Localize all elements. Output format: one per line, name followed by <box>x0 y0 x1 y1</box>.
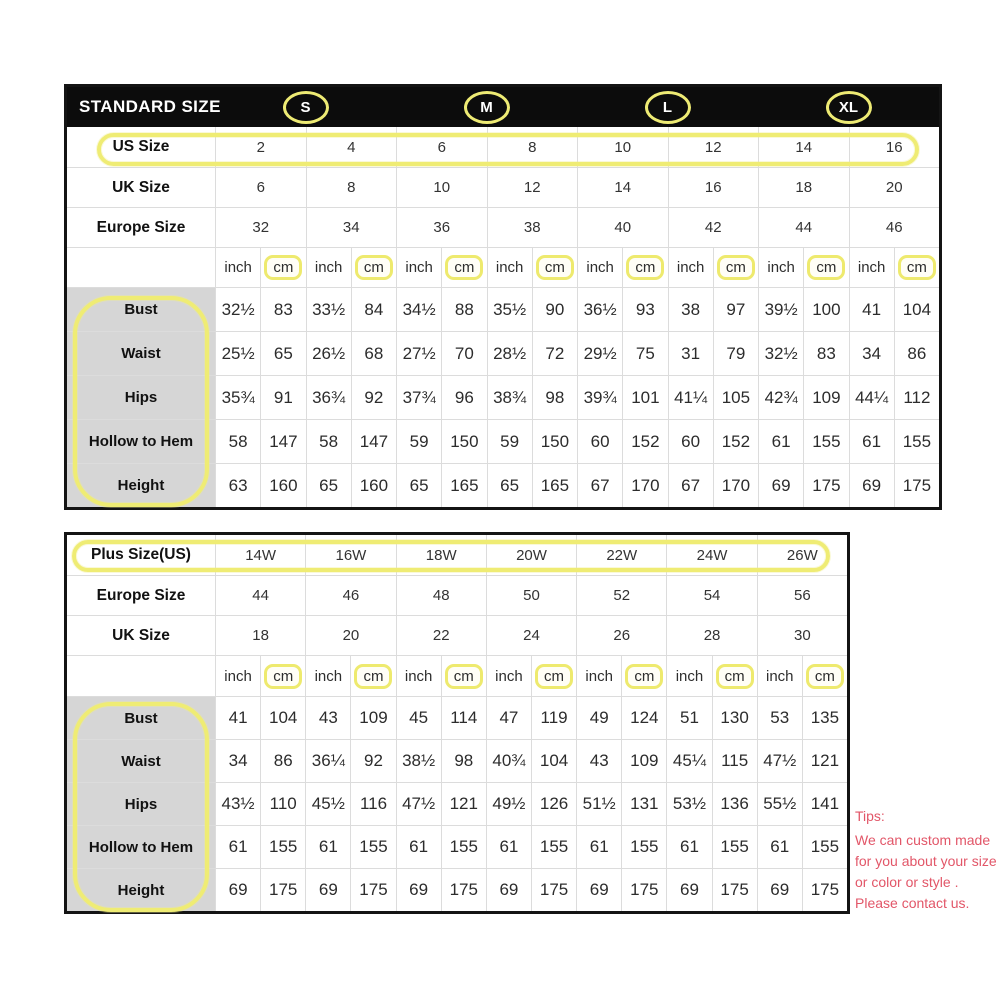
cm-header <box>441 656 486 696</box>
measurement-value: 29½ <box>577 332 622 375</box>
inch-header: inch <box>486 656 531 696</box>
size-value: 36 <box>396 208 487 247</box>
tips-line: or color or style . <box>855 874 959 890</box>
measurement-value: 86 <box>894 332 939 375</box>
measurement-value: 69 <box>396 869 441 911</box>
measurement-value: 98 <box>532 376 577 419</box>
measurement-value: 69 <box>486 869 531 911</box>
measurement-value: 115 <box>712 740 757 782</box>
tips-title: Tips: <box>855 808 885 824</box>
measurement-value: 155 <box>894 420 939 463</box>
measurement-value: 101 <box>622 376 667 419</box>
row-uk-size <box>67 615 847 655</box>
size-value: 46 <box>305 576 395 615</box>
measurement-value: 69 <box>215 869 260 911</box>
measurement-value: 69 <box>758 464 803 507</box>
row-label-europe-size: Europe Size <box>96 586 186 604</box>
measurement-value: 175 <box>621 869 666 911</box>
size-value: 12 <box>668 127 759 167</box>
measurement-value: 175 <box>802 869 847 911</box>
size-value: 32 <box>215 208 306 247</box>
size-value: 24W <box>666 535 756 575</box>
measurement-value: 90 <box>532 288 577 331</box>
measurement-value: 26½ <box>306 332 351 375</box>
measurement-value: 43½ <box>215 783 260 825</box>
plus-size-table <box>64 532 850 914</box>
cm-header <box>712 656 757 696</box>
measurement-value: 61 <box>576 826 621 868</box>
measurement-value: 92 <box>350 740 395 782</box>
measurement-value: 61 <box>305 826 350 868</box>
cm-header <box>622 248 667 287</box>
measurement-value: 135 <box>802 697 847 739</box>
cm-highlight-box: cm <box>354 664 392 689</box>
cm-highlight-box: cm <box>626 255 664 280</box>
row-waist <box>67 331 939 375</box>
row-us-size <box>67 127 939 167</box>
size-value: 26W <box>757 535 847 575</box>
size-value: 12 <box>487 168 578 207</box>
cm-highlight-box: cm <box>264 255 302 280</box>
measurement-value: 58 <box>215 420 260 463</box>
measurement-value: 39½ <box>758 288 803 331</box>
size-value: 24 <box>486 616 576 655</box>
measurement-value: 65 <box>487 464 532 507</box>
measurement-value: 155 <box>350 826 395 868</box>
measurement-value: 170 <box>713 464 758 507</box>
cm-header <box>260 656 305 696</box>
measurement-value: 27½ <box>396 332 441 375</box>
size-value: 16 <box>849 127 940 167</box>
measurement-value: 96 <box>441 376 486 419</box>
measurement-value: 38¾ <box>487 376 532 419</box>
measurement-label-waist: Waist <box>67 332 215 375</box>
measurement-value: 39¾ <box>577 376 622 419</box>
unit-row-spacer <box>67 248 215 287</box>
row-bust <box>67 696 847 739</box>
measurement-value: 150 <box>441 420 486 463</box>
measurement-value: 53½ <box>666 783 711 825</box>
row-hollow-to-hem <box>67 825 847 868</box>
inch-header: inch <box>757 656 802 696</box>
size-badge-s: S <box>283 91 329 124</box>
measurement-value: 119 <box>531 697 576 739</box>
measurement-value: 175 <box>712 869 757 911</box>
measurement-value: 53 <box>757 697 802 739</box>
measurement-value: 109 <box>350 697 395 739</box>
measurement-value: 47 <box>486 697 531 739</box>
measurement-value: 32½ <box>758 332 803 375</box>
measurement-value: 175 <box>350 869 395 911</box>
tips-line: for you about your size <box>855 853 997 869</box>
measurement-value: 104 <box>894 288 939 331</box>
measurement-value: 41¼ <box>668 376 713 419</box>
size-value: 14W <box>215 535 305 575</box>
size-group-badges <box>215 87 939 127</box>
measurement-value: 43 <box>305 697 350 739</box>
row-hollow-to-hem <box>67 419 939 463</box>
cm-highlight-box: cm <box>716 664 754 689</box>
size-value: 44 <box>215 576 305 615</box>
measurement-label-waist: Waist <box>67 740 215 782</box>
row-label-plus-size-us: Plus Size(US) <box>91 546 191 563</box>
measurement-value: 31 <box>668 332 713 375</box>
measurement-value: 60 <box>577 420 622 463</box>
size-value: 2 <box>215 127 306 167</box>
measurement-value: 69 <box>849 464 894 507</box>
measurement-value: 165 <box>532 464 577 507</box>
size-badge-xl: XL <box>826 91 872 124</box>
measurement-value: 100 <box>803 288 848 331</box>
measurement-value: 51½ <box>576 783 621 825</box>
inch-header: inch <box>396 248 441 287</box>
measurement-value: 55½ <box>757 783 802 825</box>
measurement-value: 65 <box>306 464 351 507</box>
measurement-value: 25½ <box>215 332 260 375</box>
standard-size-table <box>64 84 942 510</box>
measurement-value: 36¾ <box>306 376 351 419</box>
measurement-value: 61 <box>849 420 894 463</box>
size-value: 6 <box>396 127 487 167</box>
row-height <box>67 463 939 507</box>
measurement-value: 35¾ <box>215 376 260 419</box>
measurement-value: 170 <box>622 464 667 507</box>
cm-highlight-box: cm <box>806 664 844 689</box>
measurement-label-bust: Bust <box>67 697 215 739</box>
measurement-value: 32½ <box>215 288 260 331</box>
size-value: 16W <box>305 535 395 575</box>
size-value: 6 <box>215 168 306 207</box>
measurement-value: 160 <box>260 464 305 507</box>
size-value: 18 <box>215 616 305 655</box>
size-value: 52 <box>576 576 666 615</box>
measurement-value: 42¾ <box>758 376 803 419</box>
measurement-value: 38 <box>668 288 713 331</box>
size-badge-m: M <box>464 91 510 124</box>
measurement-value: 86 <box>260 740 305 782</box>
measurement-value: 136 <box>712 783 757 825</box>
measurement-value: 155 <box>441 826 486 868</box>
cm-header <box>713 248 758 287</box>
measurement-value: 124 <box>621 697 666 739</box>
measurement-value: 91 <box>260 376 305 419</box>
measurement-label-height: Height <box>67 869 215 911</box>
measurement-value: 51 <box>666 697 711 739</box>
row-label-uk-size: UK Size <box>112 178 170 196</box>
measurement-value: 121 <box>802 740 847 782</box>
measurement-value: 155 <box>802 826 847 868</box>
cm-highlight-box: cm <box>625 664 663 689</box>
measurement-value: 35½ <box>487 288 532 331</box>
standard-size-title: STANDARD SIZE <box>79 97 221 116</box>
measurement-value: 83 <box>260 288 305 331</box>
cm-header <box>531 656 576 696</box>
measurement-value: 72 <box>532 332 577 375</box>
measurement-value: 38½ <box>396 740 441 782</box>
row-height <box>67 868 847 911</box>
size-value: 8 <box>487 127 578 167</box>
size-value: 30 <box>757 616 847 655</box>
size-value: 10 <box>396 168 487 207</box>
measurement-value: 43 <box>576 740 621 782</box>
measurement-value: 75 <box>622 332 667 375</box>
measurement-value: 34 <box>849 332 894 375</box>
cm-highlight-box: cm <box>536 255 574 280</box>
measurement-value: 175 <box>803 464 848 507</box>
row-bust <box>67 287 939 331</box>
measurement-value: 34 <box>215 740 260 782</box>
measurement-value: 150 <box>532 420 577 463</box>
measurement-value: 155 <box>260 826 305 868</box>
measurement-value: 110 <box>260 783 305 825</box>
tips-line: We can custom made <box>855 832 991 848</box>
size-value: 48 <box>396 576 486 615</box>
measurement-value: 37¾ <box>396 376 441 419</box>
size-value: 20W <box>486 535 576 575</box>
standard-size-table-body <box>67 127 939 507</box>
cm-header <box>803 248 848 287</box>
size-value: 10 <box>577 127 668 167</box>
cm-highlight-box: cm <box>355 255 393 280</box>
measurement-value: 83 <box>803 332 848 375</box>
measurement-value: 45 <box>396 697 441 739</box>
size-group-l <box>577 87 758 127</box>
measurement-value: 116 <box>350 783 395 825</box>
size-value: 14 <box>577 168 668 207</box>
measurement-value: 49 <box>576 697 621 739</box>
measurement-value: 59 <box>487 420 532 463</box>
measurement-value: 60 <box>668 420 713 463</box>
measurement-value: 69 <box>305 869 350 911</box>
size-value: 22W <box>576 535 666 575</box>
size-value: 46 <box>849 208 940 247</box>
inch-header: inch <box>305 656 350 696</box>
inch-header: inch <box>758 248 803 287</box>
measurement-value: 36½ <box>577 288 622 331</box>
measurement-value: 67 <box>668 464 713 507</box>
cm-header <box>532 248 577 287</box>
measurement-value: 130 <box>712 697 757 739</box>
cm-header <box>260 248 305 287</box>
cm-header <box>441 248 486 287</box>
inch-header: inch <box>215 248 260 287</box>
row-hips <box>67 782 847 825</box>
measurement-value: 109 <box>803 376 848 419</box>
inch-header: inch <box>577 248 622 287</box>
measurement-value: 61 <box>758 420 803 463</box>
size-value: 44 <box>758 208 849 247</box>
inch-header: inch <box>668 248 713 287</box>
measurement-value: 126 <box>531 783 576 825</box>
size-value: 28 <box>666 616 756 655</box>
size-value: 20 <box>305 616 395 655</box>
size-value: 38 <box>487 208 578 247</box>
measurement-value: 175 <box>894 464 939 507</box>
measurement-value: 92 <box>351 376 396 419</box>
row-uk-size <box>67 167 939 207</box>
measurement-value: 69 <box>666 869 711 911</box>
measurement-label-hollow-to-hem: Hollow to Hem <box>67 826 215 868</box>
measurement-value: 61 <box>666 826 711 868</box>
measurement-value: 41 <box>215 697 260 739</box>
measurement-value: 93 <box>622 288 667 331</box>
cm-header <box>894 248 939 287</box>
size-badge-l: L <box>645 91 691 124</box>
size-value: 18W <box>396 535 486 575</box>
size-value: 8 <box>306 168 397 207</box>
measurement-value: 121 <box>441 783 486 825</box>
plus-size-table-body <box>67 535 847 911</box>
inch-header: inch <box>306 248 351 287</box>
measurement-value: 49½ <box>486 783 531 825</box>
inch-header: inch <box>576 656 621 696</box>
size-group-xl <box>758 87 939 127</box>
inch-header: inch <box>849 248 894 287</box>
measurement-value: 155 <box>712 826 757 868</box>
row-waist <box>67 739 847 782</box>
size-value: 4 <box>306 127 397 167</box>
measurement-value: 160 <box>351 464 396 507</box>
measurement-value: 109 <box>621 740 666 782</box>
inch-header: inch <box>396 656 441 696</box>
measurement-value: 104 <box>260 697 305 739</box>
measurement-label-hollow-to-hem: Hollow to Hem <box>67 420 215 463</box>
row-label-uk-size: UK Size <box>112 626 170 644</box>
measurement-value: 152 <box>622 420 667 463</box>
measurement-value: 63 <box>215 464 260 507</box>
row-label-europe-size: Europe Size <box>96 218 186 236</box>
measurement-value: 147 <box>260 420 305 463</box>
size-value: 22 <box>396 616 486 655</box>
cm-highlight-box: cm <box>898 255 936 280</box>
row-plus-size-us <box>67 535 847 575</box>
measurement-value: 97 <box>713 288 758 331</box>
measurement-value: 152 <box>713 420 758 463</box>
size-group-m <box>396 87 577 127</box>
measurement-value: 88 <box>441 288 486 331</box>
measurement-value: 69 <box>576 869 621 911</box>
inch-header: inch <box>666 656 711 696</box>
measurement-value: 47½ <box>396 783 441 825</box>
measurement-value: 45½ <box>305 783 350 825</box>
cm-highlight-box: cm <box>445 664 483 689</box>
unit-header-row <box>67 247 939 287</box>
size-value: 18 <box>758 168 849 207</box>
measurement-value: 155 <box>803 420 848 463</box>
measurement-value: 61 <box>215 826 260 868</box>
measurement-value: 44¼ <box>849 376 894 419</box>
measurement-value: 61 <box>486 826 531 868</box>
cm-highlight-box: cm <box>807 255 845 280</box>
measurement-value: 69 <box>757 869 802 911</box>
measurement-value: 61 <box>396 826 441 868</box>
cm-highlight-box: cm <box>445 255 483 280</box>
measurement-value: 34½ <box>396 288 441 331</box>
size-value: 42 <box>668 208 759 247</box>
tips-line: Please contact us. <box>855 895 970 911</box>
row-europe-size <box>67 575 847 615</box>
cm-header <box>350 656 395 696</box>
measurement-value: 131 <box>621 783 666 825</box>
measurement-value: 40¾ <box>486 740 531 782</box>
measurement-value: 105 <box>713 376 758 419</box>
measurement-value: 36¼ <box>305 740 350 782</box>
measurement-value: 68 <box>351 332 396 375</box>
measurement-value: 155 <box>531 826 576 868</box>
measurement-value: 165 <box>441 464 486 507</box>
cm-header <box>351 248 396 287</box>
measurement-value: 112 <box>894 376 939 419</box>
row-label-us-size: US Size <box>112 138 170 155</box>
measurement-label-bust: Bust <box>67 288 215 331</box>
measurement-label-hips: Hips <box>67 376 215 419</box>
measurement-value: 70 <box>441 332 486 375</box>
cm-header <box>621 656 666 696</box>
measurement-value: 59 <box>396 420 441 463</box>
measurement-value: 175 <box>531 869 576 911</box>
measurement-value: 98 <box>441 740 486 782</box>
size-value: 34 <box>306 208 397 247</box>
size-value: 20 <box>849 168 940 207</box>
size-value: 54 <box>666 576 756 615</box>
unit-row-spacer <box>67 656 215 696</box>
cm-highlight-box: cm <box>264 664 302 689</box>
measurement-value: 58 <box>306 420 351 463</box>
measurement-value: 155 <box>621 826 666 868</box>
measurement-value: 67 <box>577 464 622 507</box>
measurement-value: 41 <box>849 288 894 331</box>
inch-header: inch <box>487 248 532 287</box>
measurement-value: 104 <box>531 740 576 782</box>
row-hips <box>67 375 939 419</box>
measurement-label-hips: Hips <box>67 783 215 825</box>
inch-header: inch <box>215 656 260 696</box>
tips-note <box>855 806 997 914</box>
measurement-value: 141 <box>802 783 847 825</box>
measurement-value: 79 <box>713 332 758 375</box>
measurement-value: 65 <box>396 464 441 507</box>
size-value: 26 <box>576 616 666 655</box>
measurement-value: 45¼ <box>666 740 711 782</box>
measurement-value: 84 <box>351 288 396 331</box>
unit-header-row <box>67 655 847 696</box>
measurement-value: 33½ <box>306 288 351 331</box>
cm-highlight-box: cm <box>717 255 755 280</box>
measurement-value: 65 <box>260 332 305 375</box>
size-value: 14 <box>758 127 849 167</box>
size-value: 16 <box>668 168 759 207</box>
measurement-value: 175 <box>260 869 305 911</box>
measurement-value: 61 <box>757 826 802 868</box>
row-europe-size <box>67 207 939 247</box>
measurement-label-height: Height <box>67 464 215 507</box>
size-group-s <box>215 87 396 127</box>
measurement-value: 47½ <box>757 740 802 782</box>
measurement-value: 175 <box>441 869 486 911</box>
measurement-value: 147 <box>351 420 396 463</box>
standard-size-header <box>67 87 939 127</box>
cm-highlight-box: cm <box>535 664 573 689</box>
cm-header <box>802 656 847 696</box>
measurement-value: 114 <box>441 697 486 739</box>
measurement-value: 28½ <box>487 332 532 375</box>
size-value: 56 <box>757 576 847 615</box>
size-value: 40 <box>577 208 668 247</box>
size-value: 50 <box>486 576 576 615</box>
